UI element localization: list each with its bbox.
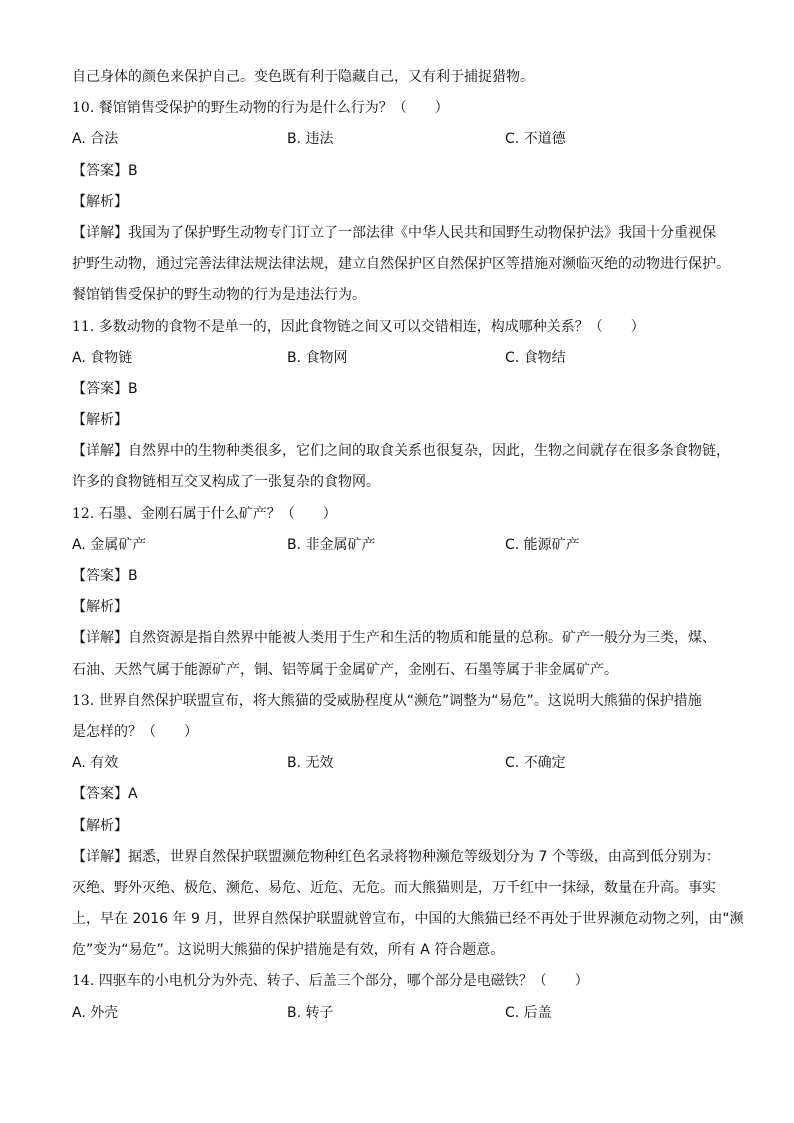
detail-line: 危”变为“易危”。这说明大熊猫的保护措施是有效，所有 A 符合题意。	[72, 942, 505, 959]
question-11	[72, 312, 730, 499]
options-row	[72, 748, 722, 779]
answer-line	[72, 779, 722, 810]
detail-line: 【详解】自然资源是指自然界中能被人类用于生产和生活的物质和能量的总称。矿产一般分为三类，煤、	[72, 630, 716, 647]
detail-label: 【详解】	[72, 630, 128, 647]
option-a: A. 外壳	[72, 1004, 119, 1021]
option-a: A. 合法	[72, 131, 119, 148]
options-row	[72, 530, 722, 561]
question-stem: 13. 世界自然保护联盟宣布，将大熊猫的受威胁程度从“濒危”调整为“易危”。这说明大熊猫的保护措施	[72, 692, 702, 709]
option-b: B. 食物网	[287, 349, 348, 366]
option-c: C. 不确定	[505, 755, 566, 772]
analysis-label: 【解析】	[72, 817, 128, 834]
answer-value: B	[128, 568, 138, 584]
detail-line: 护野生动物，通过完善法律法规法律法规，建立自然保护区自然保护区等措施对濒临灭绝的动物进行保护。	[72, 256, 730, 273]
question-stem: 12. 石墨、金刚石属于什么矿产？（ ）	[72, 505, 337, 522]
options-row	[72, 998, 722, 1029]
analysis-label: 【解析】	[72, 193, 128, 210]
option-a: A. 金属矿产	[72, 536, 147, 553]
option-b: B. 转子	[287, 1004, 334, 1021]
detail-line: 上，早在 2016 年 9 月，世界自然保护联盟就曾宣布，中国的大熊猫已经不再处于世界濒危动物之列，由“濒	[72, 911, 744, 928]
detail-line: 石油、天然气属于能源矿产，铜、铝等属于金属矿产，金刚石、石墨等属于非金属矿产。	[72, 661, 618, 678]
detail-label: 【详解】	[72, 848, 128, 865]
answer-label: 【答案】	[72, 568, 128, 584]
answer-value: B	[128, 162, 138, 179]
detail-label: 【详解】	[72, 443, 128, 460]
question-13	[72, 686, 744, 967]
option-c: C. 能源矿产	[505, 536, 580, 553]
answer-value: A	[128, 786, 138, 803]
answer-line	[72, 374, 722, 405]
detail-label: 【详解】	[72, 224, 128, 241]
intro-text: 自己身体的颜色来保护自己。变色既有利于隐藏自己，又有利于捕捉猎物。	[72, 69, 534, 85]
question-12	[72, 499, 722, 686]
option-c: C. 后盖	[505, 1004, 552, 1021]
detail-line: 【详解】我国为了保护野生动物专门订立了一部法律《中华人民共和国野生动物保护法》我国十分重视保	[72, 224, 716, 241]
question-stem: 10. 餐馆销售受保护的野生动物的行为是什么行为？（ ）	[72, 100, 449, 117]
answer-line	[72, 156, 722, 187]
options-row	[72, 124, 722, 155]
option-b: B. 无效	[287, 755, 334, 772]
option-c: C. 食物结	[505, 349, 566, 366]
question-number: 13.	[72, 692, 95, 709]
question-10	[72, 93, 730, 311]
option-b: B. 违法	[287, 131, 334, 148]
answer-line	[72, 561, 722, 592]
question-number: 12.	[72, 505, 95, 522]
document-page	[72, 62, 744, 1029]
answer-label: 【答案】	[72, 380, 128, 397]
options-row	[72, 343, 722, 374]
question-number: 11.	[72, 318, 95, 335]
analysis-label: 【解析】	[72, 412, 128, 429]
answer-label: 【答案】	[72, 786, 128, 803]
question-stem: 14. 四驱车的小电机分为外壳、转子、后盖三个部分，哪个部分是电磁铁？（ ）	[72, 973, 589, 990]
option-b: B. 非金属矿产	[287, 536, 376, 553]
detail-line: 【详解】据悉，世界自然保护联盟濒危物种红色名录将物种濒危等级划分为 7 个等级，由高到低分别为：	[72, 848, 720, 865]
question-number: 14.	[72, 973, 95, 990]
detail-line: 【详解】自然界中的生物种类很多，它们之间的取食关系也很复杂，因此，生物之间就存在很多条食物链，	[72, 443, 730, 460]
detail-line: 灭绝、野外灭绝、极危、濒危、易危、近危、无危。而大熊猫则是，万千红中一抹绿，数量在升高。事实	[72, 879, 716, 896]
option-a: A. 有效	[72, 755, 119, 772]
answer-value: B	[128, 380, 138, 397]
analysis-label: 【解析】	[72, 599, 128, 616]
option-c: C. 不道德	[505, 131, 566, 148]
question-stem-cont: 是怎样的？（ ）	[72, 723, 198, 740]
question-number: 10.	[72, 100, 95, 117]
question-stem: 11. 多数动物的食物不是单一的，因此食物链之间又可以交错相连，构成哪种关系？（ ）	[72, 318, 645, 335]
answer-label: 【答案】	[72, 162, 128, 179]
detail-line: 许多的食物链相互交叉构成了一张复杂的食物网。	[72, 474, 380, 491]
question-14	[72, 966, 722, 1028]
option-a: A. 食物链	[72, 349, 133, 366]
detail-line: 餐馆销售受保护的野生动物的行为是违法行为。	[72, 287, 366, 304]
